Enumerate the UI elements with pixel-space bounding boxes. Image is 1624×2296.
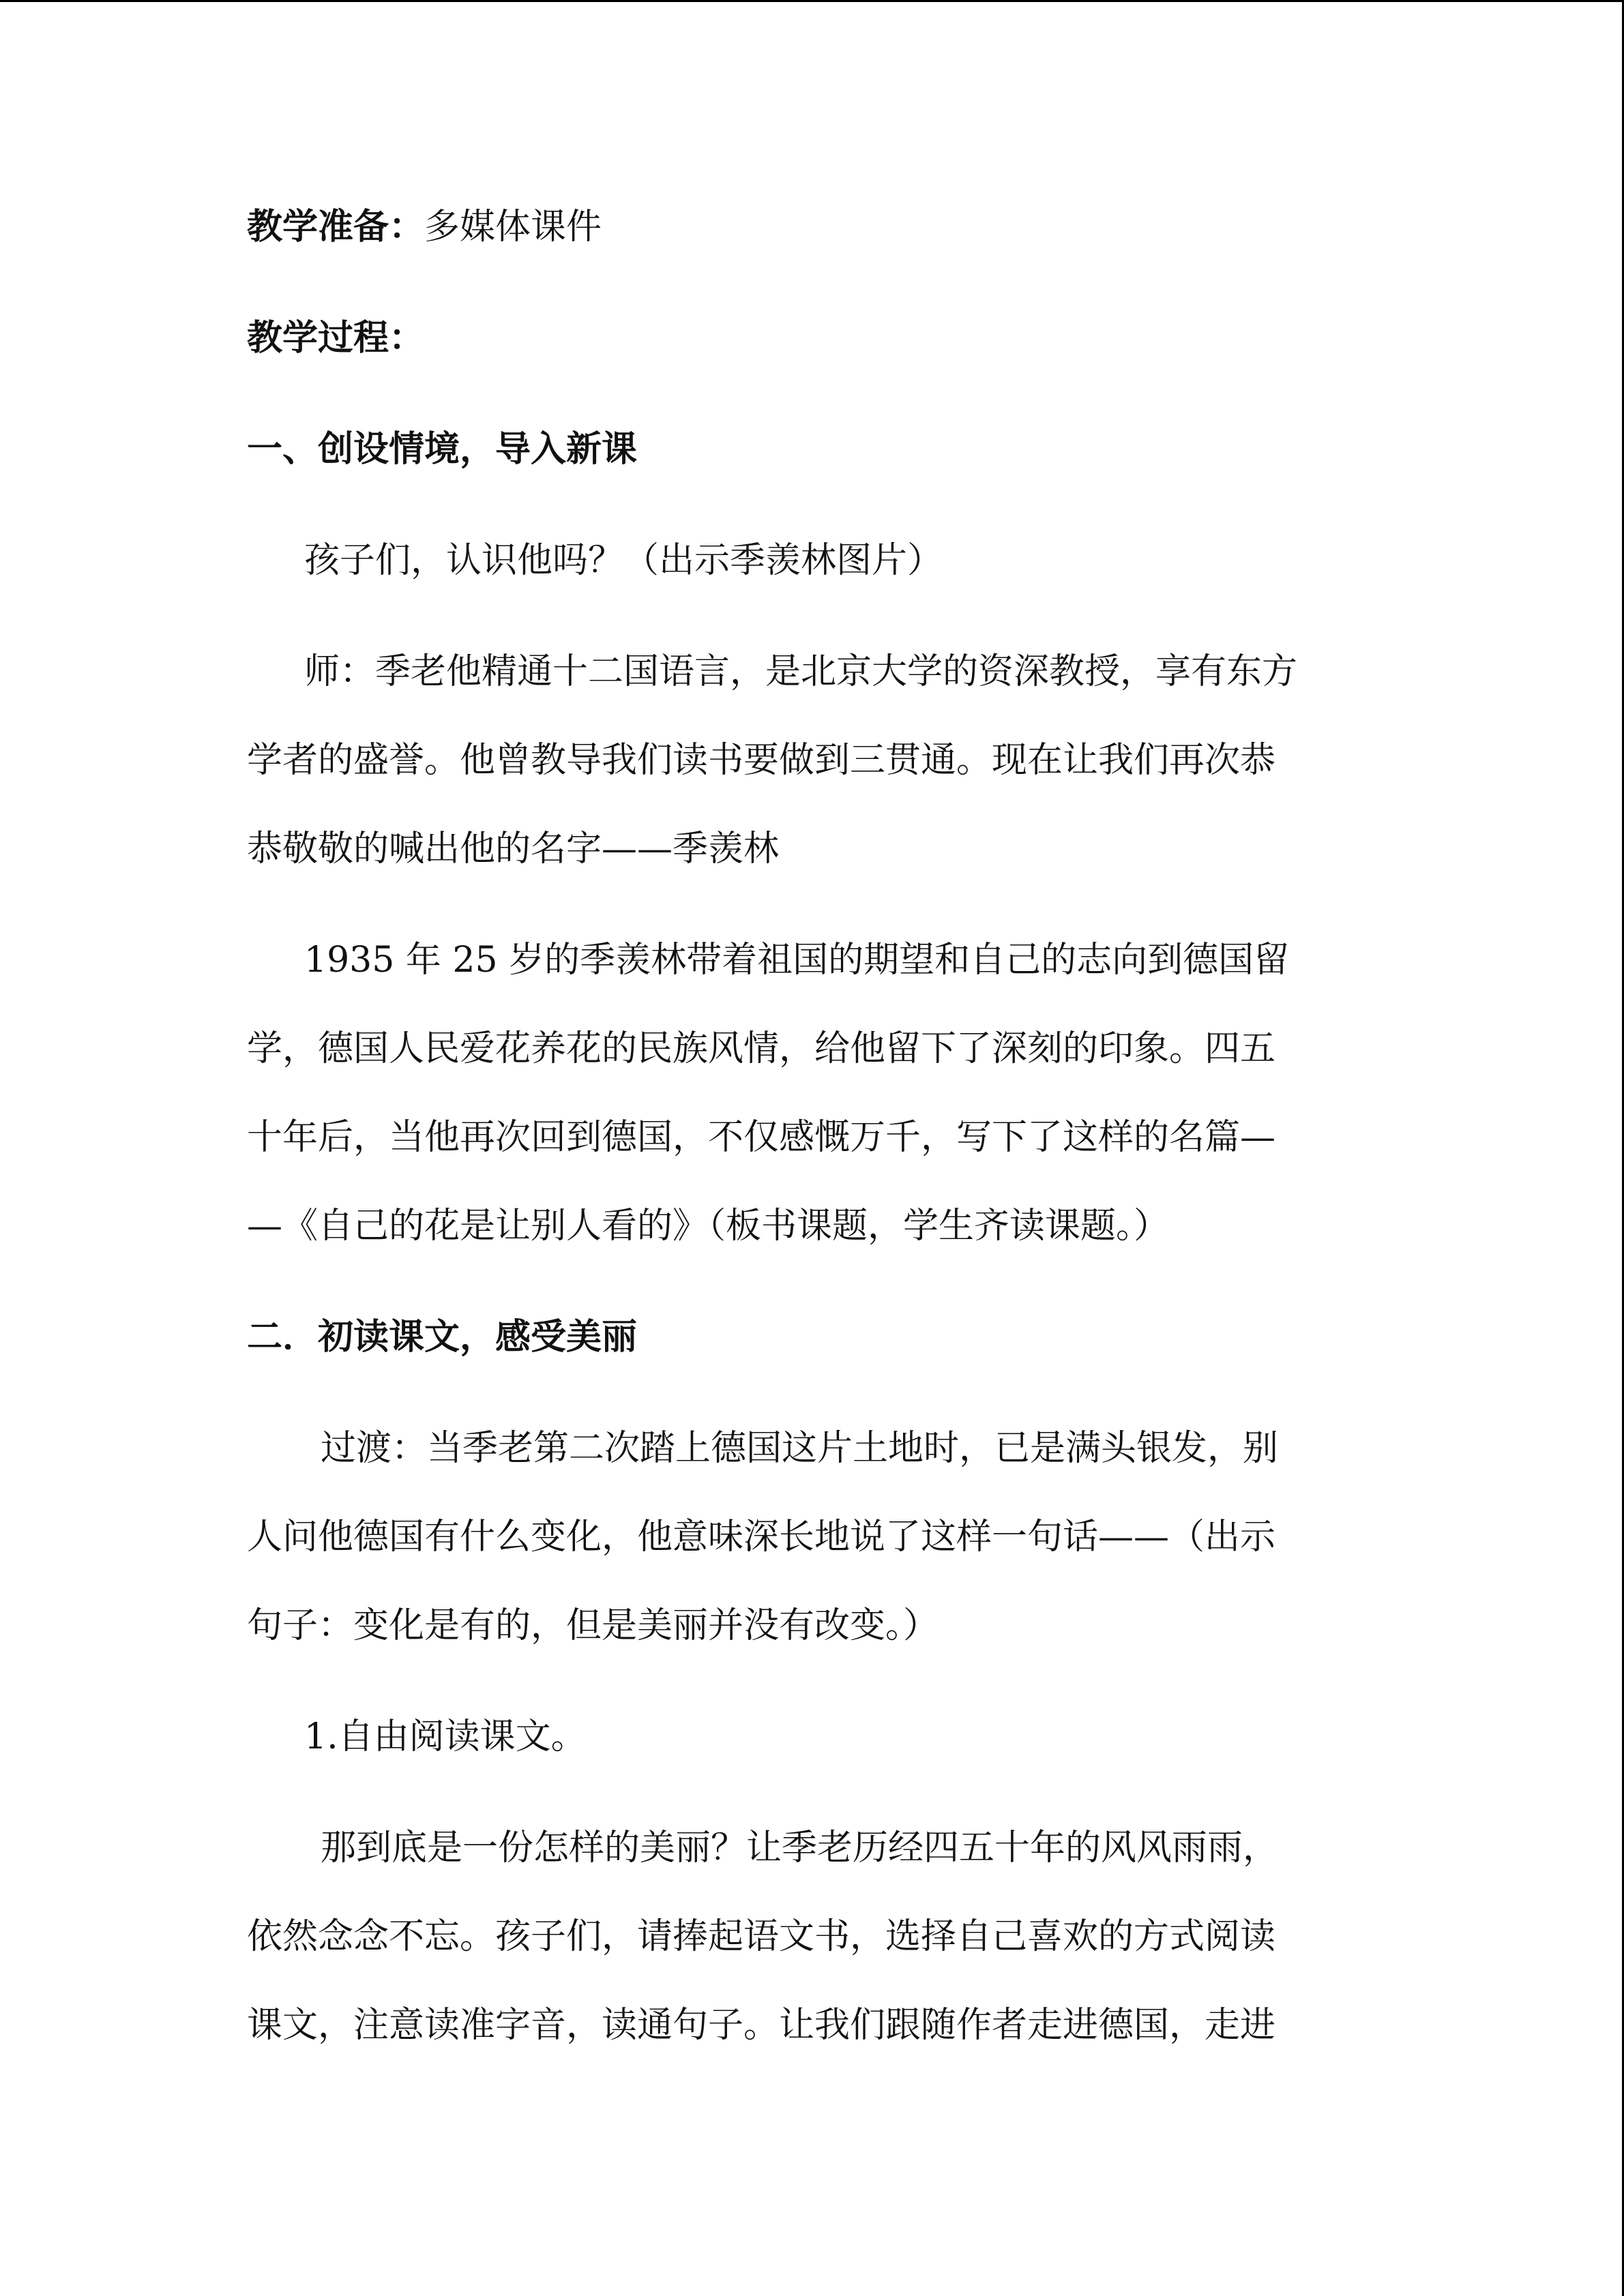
section-2-step-1: 1.自由阅读课文。 xyxy=(304,1716,587,1757)
section-2-paragraph-2-line-3: 课文，注意读准字音，读通句子。让我们跟随作者走进德国，走进 xyxy=(247,2005,1276,2046)
section-1-paragraph-3-line-3: 十年后，当他再次回到德国，不仅感慨万千，写下了这样的名篇— xyxy=(247,1117,1276,1158)
section-1-paragraph-2-line-3: 恭敬敬的喊出他的名字——季羡林 xyxy=(247,829,780,869)
page-top-border xyxy=(0,0,1624,2)
section-2-paragraph-2-line-2: 依然念念不忘。孩子们，请捧起语文书，选择自己喜欢的方式阅读 xyxy=(247,1916,1276,1957)
section-1-paragraph-2-line-2: 学者的盛誉。他曾教导我们读书要做到三贯通。现在让我们再次恭 xyxy=(247,740,1276,781)
document-page xyxy=(247,205,1379,2048)
teaching-process-label: 教学过程： xyxy=(247,318,425,359)
section-2-paragraph-1-line-3: 句子：变化是有的，但是美丽并没有改变。） xyxy=(247,1605,939,1646)
section-2-heading: 二．初读课文，感受美丽 xyxy=(247,1317,638,1358)
section-1-paragraph-3-line-4: —《自己的花是让别人看的》（板书课题，学生齐读课题。） xyxy=(247,1206,1170,1247)
section-1-paragraph-3-line-1: 1935 年 25 岁的季羡林带着祖国的期望和自己的志向到德国留 xyxy=(304,940,1290,981)
section-2-paragraph-1-line-1: 过渡：当季老第二次踏上德国这片土地时，已是满头银发，别 xyxy=(321,1428,1279,1469)
teaching-prep-value: 多媒体课件 xyxy=(424,207,602,248)
section-1-heading: 一、创设情境，导入新课 xyxy=(247,429,638,470)
section-1-paragraph-2-line-1: 师：季老他精通十二国语言，是北京大学的资深教授，享有东方 xyxy=(304,651,1298,692)
teaching-prep-line xyxy=(247,205,1379,250)
section-1-paragraph-1: 孩子们，认识他吗？（出示季羡林图片） xyxy=(304,540,943,581)
teaching-prep-label: 教学准备： xyxy=(247,207,425,248)
section-2-paragraph-2-line-1: 那到底是一份怎样的美丽？让季老历经四五十年的风风雨雨， xyxy=(321,1828,1279,1868)
section-1-paragraph-3-line-2: 学，德国人民爱花养花的民族风情，给他留下了深刻的印象。四五 xyxy=(247,1028,1276,1069)
section-2-paragraph-1-line-2: 人问他德国有什么变化，他意味深长地说了这样一句话——（出示 xyxy=(247,1517,1276,1557)
